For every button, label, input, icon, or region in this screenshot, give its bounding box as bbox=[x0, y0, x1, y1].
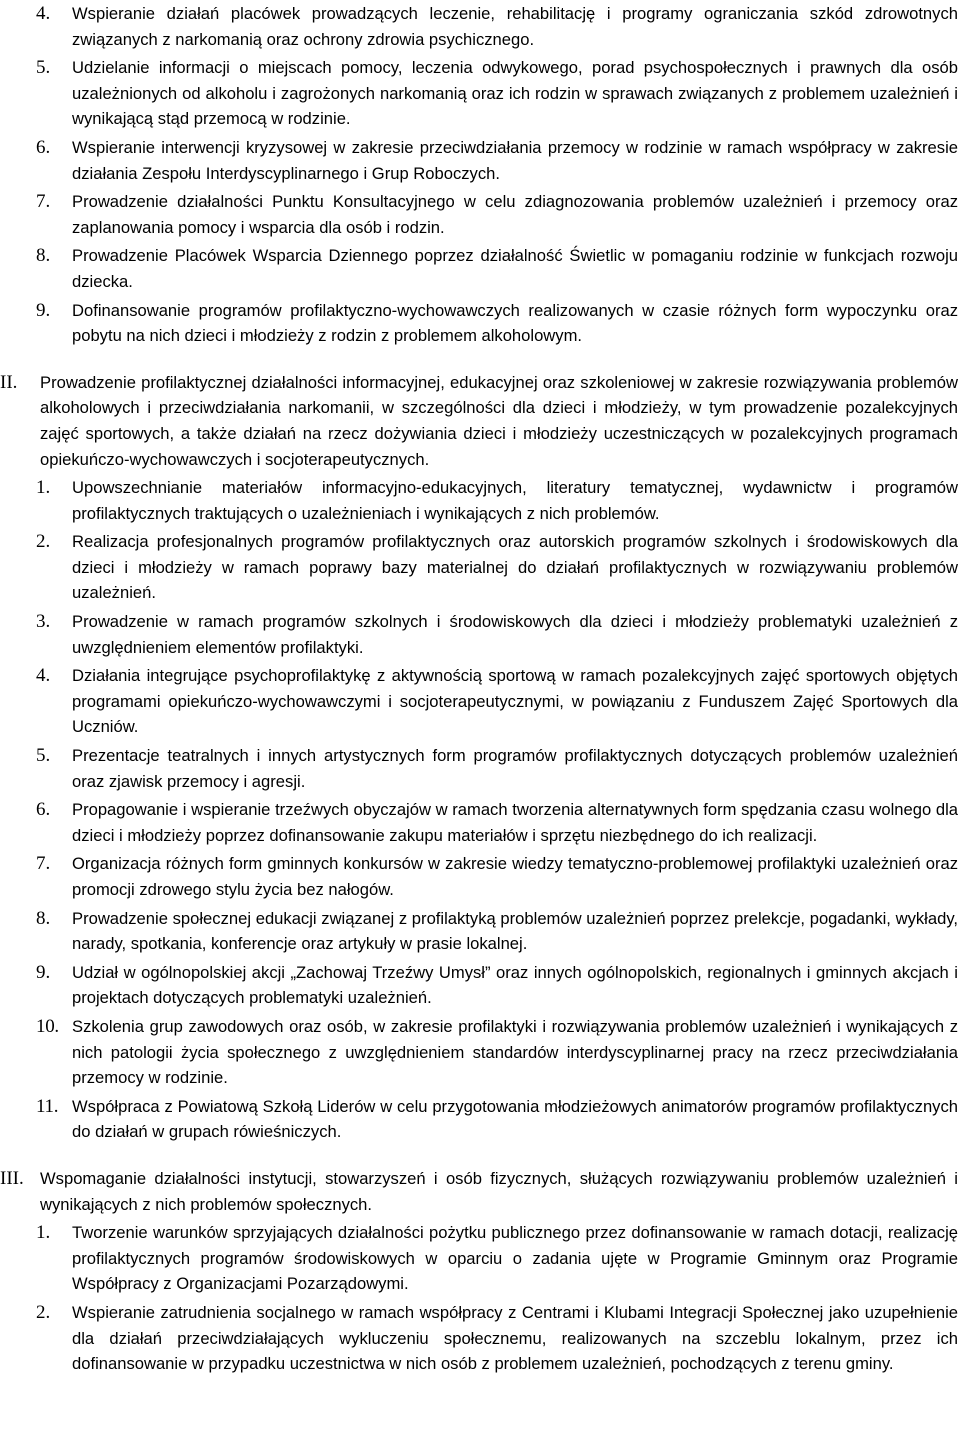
item-number: 2. bbox=[36, 1301, 51, 1323]
item-text: Prowadzenie społecznej edukacji związanej z profilaktyką problemów uzależnień poprzez prelekcje, pogadanki, wykłady, narady, spotkania, konferencje oraz artykuły w prasie lokalnej. bbox=[72, 908, 958, 954]
item-number: 7. bbox=[36, 853, 51, 875]
list-item bbox=[36, 1220, 958, 1297]
item-text: Prowadzenie Placówek Wsparcia Dziennego poprzez działalność Świetlic w pomaganiu rodzinie w funkcjach rozwoju dziecka. bbox=[72, 246, 958, 291]
list-item bbox=[36, 189, 958, 240]
list-item bbox=[36, 663, 958, 740]
item-text: Prowadzenie działalności Punktu Konsultacyjnego w celu zdiagnozowania problemów uzależnień i przemocy oraz zaplanowania pomocy i wsparcia dla osób i rodzin. bbox=[72, 192, 958, 237]
item-text: Współpraca z Powiatową Szkołą Liderów w celu przygotowania młodzieżowych animatorów programów profilaktycznych do działań w grupach rówieśniczych. bbox=[72, 1096, 958, 1142]
section-2 bbox=[0, 370, 960, 1145]
item-number: 1. bbox=[36, 477, 51, 499]
section-heading-text: Prowadzenie profilaktycznej działalności informacyjnej, edukacyjnej oraz szkoleniowej w zakresie rozwiązywania problemów alkoholowych i przeciwdziałania narkomanii, w szczególności dla dzieci i młodzieży, w tym prowadzenie pozalekcyjnych zajęć sportowych, a także działań na rzecz dożywiania dzieci i młodzieży uczestniczących w pozalekcyjnych programach opiekuńczo-wychowawczych i socjoterapeutycznych. bbox=[40, 372, 958, 469]
list-item bbox=[36, 243, 958, 294]
item-text: Prezentacje teatralnych i innych artystycznych form programów profilaktycznych dotyczących problemów uzależnień oraz zjawisk przemocy i agresji. bbox=[72, 746, 958, 791]
item-text: Wspieranie działań placówek prowadzących leczenie, rehabilitację i programy ograniczania szkód zdrowotnych związanych z narkomanią oraz ochrony zdrowia psychicznego. bbox=[72, 4, 958, 49]
item-number: 11. bbox=[36, 1095, 59, 1117]
item-number: 1. bbox=[36, 1222, 51, 1244]
list-item bbox=[36, 529, 958, 606]
item-number: 3. bbox=[36, 611, 51, 633]
item-text: Wspieranie interwencji kryzysowej w zakresie przeciwdziałania przemocy w rodzinie w ramach współpracy w zakresie działania Zespołu Interdyscyplinarnego i Grup Roboczych. bbox=[72, 137, 958, 183]
item-number: 5. bbox=[36, 745, 51, 767]
item-text: Upowszechnianie materiałów informacyjno-edukacyjnych, literatury tematycznej, wydawnictw i programów profilaktycznych traktujących o uzależnieniach i wynikających z nich problemów. bbox=[72, 478, 958, 523]
item-number: 6. bbox=[36, 136, 51, 158]
list-item bbox=[36, 906, 958, 957]
item-number: 7. bbox=[36, 191, 51, 213]
list-item bbox=[36, 135, 958, 186]
list-item bbox=[36, 475, 958, 526]
item-text: Udział w ogólnopolskiej akcji „Zachowaj Trzeźwy Umysł” oraz innych ogólnopolskich, regionalnych i gminnych akcjach i projektach dotyczących problematyki uzależnień. bbox=[72, 962, 958, 1008]
item-number: 4. bbox=[36, 3, 51, 24]
list-item bbox=[36, 1094, 958, 1145]
item-text: Działania integrujące psychoprofilaktykę z aktywnością sportową w ramach pozalekcyjnych zajęć sportowych objętych programami opiekuńczo-wychowawczymi i socjoterapeutycznymi, w powiązaniu z Funduszem Zajęć Sportowych dla Uczniów. bbox=[72, 666, 958, 737]
list-item bbox=[36, 609, 958, 660]
list-item bbox=[36, 55, 958, 132]
section-1-continuation bbox=[0, 1, 960, 349]
item-number: 9. bbox=[36, 299, 51, 321]
list-item bbox=[36, 298, 958, 349]
section-number: II. bbox=[0, 371, 18, 393]
list-item bbox=[36, 1014, 958, 1091]
section-number: III. bbox=[0, 1167, 24, 1189]
item-text: Propagowanie i wspieranie trzeźwych obyczajów w ramach tworzenia alternatywnych form spędzania czasu wolnego dla dzieci i młodzieży poprzez dofinansowanie zakupu materiałów i sprzętu niezbędnego do ich realizacji. bbox=[72, 800, 958, 845]
list-item bbox=[36, 960, 958, 1011]
item-text: Prowadzenie w ramach programów szkolnych i środowiskowych dla dzieci i młodzieży problematyki uzależnień z uwzględnieniem elementów profilaktyki. bbox=[72, 612, 958, 657]
list-item bbox=[36, 797, 958, 848]
item-number: 2. bbox=[36, 531, 51, 553]
item-number: 8. bbox=[36, 907, 51, 929]
section-heading-text: Wspomaganie działalności instytucji, stowarzyszeń i osób fizycznych, służących rozwiązywaniu problemów uzależnień i wynikających z nich problemów społecznych. bbox=[40, 1168, 958, 1214]
item-number: 10. bbox=[36, 1015, 59, 1037]
item-number: 8. bbox=[36, 245, 51, 267]
section-3 bbox=[0, 1166, 960, 1377]
item-text: Dofinansowanie programów profilaktyczno-wychowawczych realizowanych w czasie różnych form wypoczynku oraz pobytu na nich dzieci i młodzieży z rodzin z problemem alkoholowym. bbox=[72, 300, 958, 346]
item-number: 6. bbox=[36, 799, 51, 821]
item-text: Szkolenia grup zawodowych oraz osób, w zakresie profilaktyki i rozwiązywania problemów uzależnień i wynikających z nich patologii życia społecznego z uwzględnieniem standardów interdyscyplinarnej pracy na rzecz przeciwdziałania przemocy w rodzinie. bbox=[72, 1016, 958, 1088]
item-text: Organizacja różnych form gminnych konkursów w zakresie wiedzy tematyczno-problemowej profilaktyki uzależnień oraz promocji zdrowego stylu życia bez nałogów. bbox=[72, 854, 958, 899]
item-text: Realizacja profesjonalnych programów profilaktycznych oraz autorskich programów szkolnych i środowiskowych dla dzieci i młodzieży w ramach poprawy bazy materialnej do działań profilaktycznych w rozwiązywaniu problemów uzależnień. bbox=[72, 532, 958, 603]
item-text: Tworzenie warunków sprzyjających działalności pożytku publicznego przez dofinansowanie w ramach dotacji, realizację profilaktycznych programów środowiskowych w oparciu o zadania ujęte w Programie Gminnym oraz Programie Współpracy z Organizacjami Pozarządowymi. bbox=[72, 1223, 958, 1294]
section-heading bbox=[0, 370, 958, 472]
list-item bbox=[36, 1, 958, 52]
item-number: 5. bbox=[36, 57, 51, 79]
list-item bbox=[36, 743, 958, 794]
list-item bbox=[36, 851, 958, 902]
item-text: Udzielanie informacji o miejscach pomocy, leczenia odwykowego, porad psychospołecznych i prawnych dla osób uzależnionych od alkoholu i zagrożonych narkomanią oraz ich rodzin w sprawach związanych z problemem uzależnień i wynikającą stąd przemocą w rodzinie. bbox=[72, 58, 958, 129]
item-text: Wspieranie zatrudnienia socjalnego w ramach współpracy z Centrami i Klubami Integracji Społecznej jako uzupełnienie dla działań przeciwdziałających wykluczeniu społecznemu, realizowanych na szczeblu lokalnym, przez ich dofinansowanie w przypadku uczestnictwa w nich osób z problemem uzależnień, pochodzących z terenu gminy. bbox=[72, 1302, 958, 1374]
item-number: 4. bbox=[36, 665, 51, 687]
section-heading bbox=[0, 1166, 958, 1217]
list-item bbox=[36, 1300, 958, 1377]
item-number: 9. bbox=[36, 961, 51, 983]
